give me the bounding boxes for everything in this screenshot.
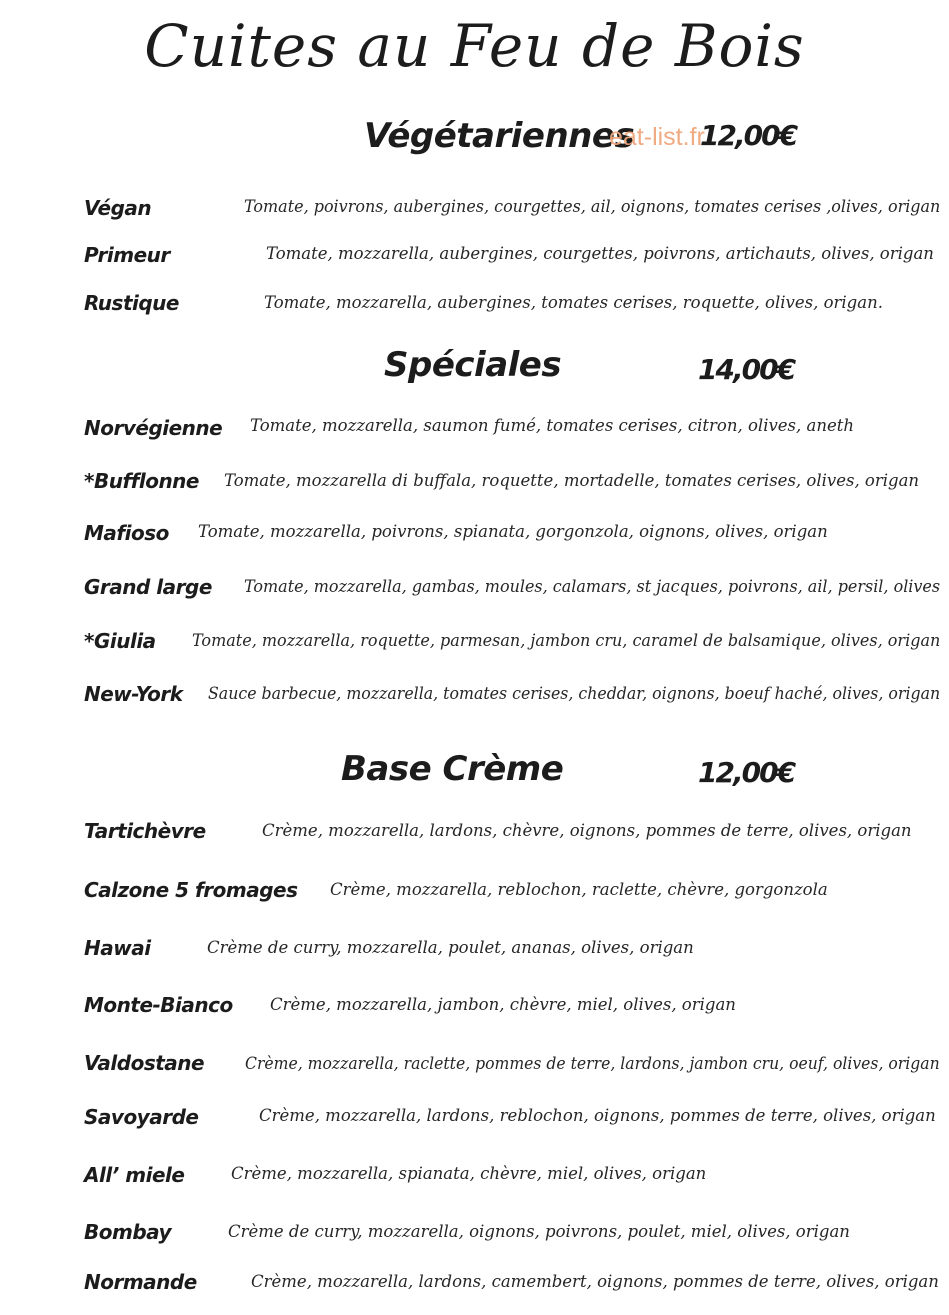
item-desc-norvegienne: Tomate, mozzarella, saumon fumé, tomates cerises, citron, olives, aneth (250, 416, 854, 435)
item-name-savoyarde: Savoyarde (84, 1105, 199, 1129)
item-name-rustique: Rustique (84, 291, 179, 315)
item-desc-valdostane: Crème, mozzarella, raclette, pommes de terre, lardons, jambon cru, oeuf, olives, origan (245, 1054, 940, 1073)
item-name-bombay: Bombay (84, 1220, 172, 1244)
item-desc-vegan: Tomate, poivrons, aubergines, courgettes, ail, oignons, tomates cerises ,olives, origan (244, 197, 941, 216)
section-price-base-creme: 12,00€ (698, 756, 795, 789)
item-desc-mafioso: Tomate, mozzarella, poivrons, spianata, gorgonzola, oignons, olives, origan (198, 522, 828, 541)
item-name-hawai: Hawai (84, 936, 151, 960)
menu-title: Cuites au Feu de Bois (144, 12, 805, 80)
item-desc-new-york: Sauce barbecue, mozzarella, tomates cerises, cheddar, oignons, boeuf haché, olives, origan (208, 684, 941, 703)
item-desc-giulia: Tomate, mozzarella, roquette, parmesan, jambon cru, caramel de balsamique, olives, origan (192, 631, 941, 650)
item-name-valdostane: Valdostane (84, 1051, 205, 1075)
item-desc-all-miele: Crème, mozzarella, spianata, chèvre, miel, olives, origan (231, 1164, 707, 1183)
watermark-text: eat-list.fr (609, 123, 705, 151)
item-name-giulia: *Giulia (84, 629, 156, 653)
item-name-bufflonne: *Bufflonne (84, 469, 199, 493)
item-name-calzone-5-fromages: Calzone 5 fromages (84, 878, 298, 902)
item-desc-grand-large: Tomate, mozzarella, gambas, moules, calamars, st jacques, poivrons, ail, persil, olives (244, 577, 941, 596)
item-desc-tartichevre: Crème, mozzarella, lardons, chèvre, oignons, pommes de terre, olives, origan (262, 821, 912, 840)
item-desc-monte-bianco: Crème, mozzarella, jambon, chèvre, miel, olives, origan (270, 995, 736, 1014)
section-title-vegetariennes: Végétariennes (364, 116, 635, 156)
section-price-vegetariennes: 12,00€ (700, 119, 797, 152)
section-title-base-creme: Base Crème (341, 749, 564, 789)
item-desc-bombay: Crème de curry, mozzarella, oignons, poivrons, poulet, miel, olives, origan (228, 1222, 850, 1241)
item-desc-rustique: Tomate, mozzarella, aubergines, tomates cerises, roquette, olives, origan. (264, 293, 883, 312)
item-name-mafioso: Mafioso (84, 521, 169, 545)
section-title-speciales: Spéciales (384, 345, 562, 385)
item-desc-bufflonne: Tomate, mozzarella di buffala, roquette, mortadelle, tomates cerises, olives, origan (224, 471, 920, 490)
item-name-vegan: Végan (84, 196, 152, 220)
item-desc-savoyarde: Crème, mozzarella, lardons, reblochon, oignons, pommes de terre, olives, origan (259, 1106, 936, 1125)
item-name-normande: Normande (84, 1270, 197, 1294)
item-desc-primeur: Tomate, mozzarella, aubergines, courgettes, poivrons, artichauts, olives, origan (266, 244, 934, 263)
item-name-grand-large: Grand large (84, 575, 212, 599)
item-name-new-york: New-York (84, 682, 183, 706)
item-desc-hawai: Crème de curry, mozzarella, poulet, ananas, olives, origan (207, 938, 694, 957)
item-name-norvegienne: Norvégienne (84, 416, 223, 440)
item-desc-normande: Crème, mozzarella, lardons, camembert, oignons, pommes de terre, olives, origan (251, 1272, 939, 1291)
item-name-monte-bianco: Monte-Bianco (84, 993, 233, 1017)
item-name-all-miele: All’ miele (84, 1163, 185, 1187)
item-name-primeur: Primeur (84, 243, 170, 267)
section-price-speciales: 14,00€ (698, 353, 795, 386)
item-name-tartichevre: Tartichèvre (84, 819, 206, 843)
item-desc-calzone-5-fromages: Crème, mozzarella, reblochon, raclette, chèvre, gorgonzola (330, 880, 828, 899)
